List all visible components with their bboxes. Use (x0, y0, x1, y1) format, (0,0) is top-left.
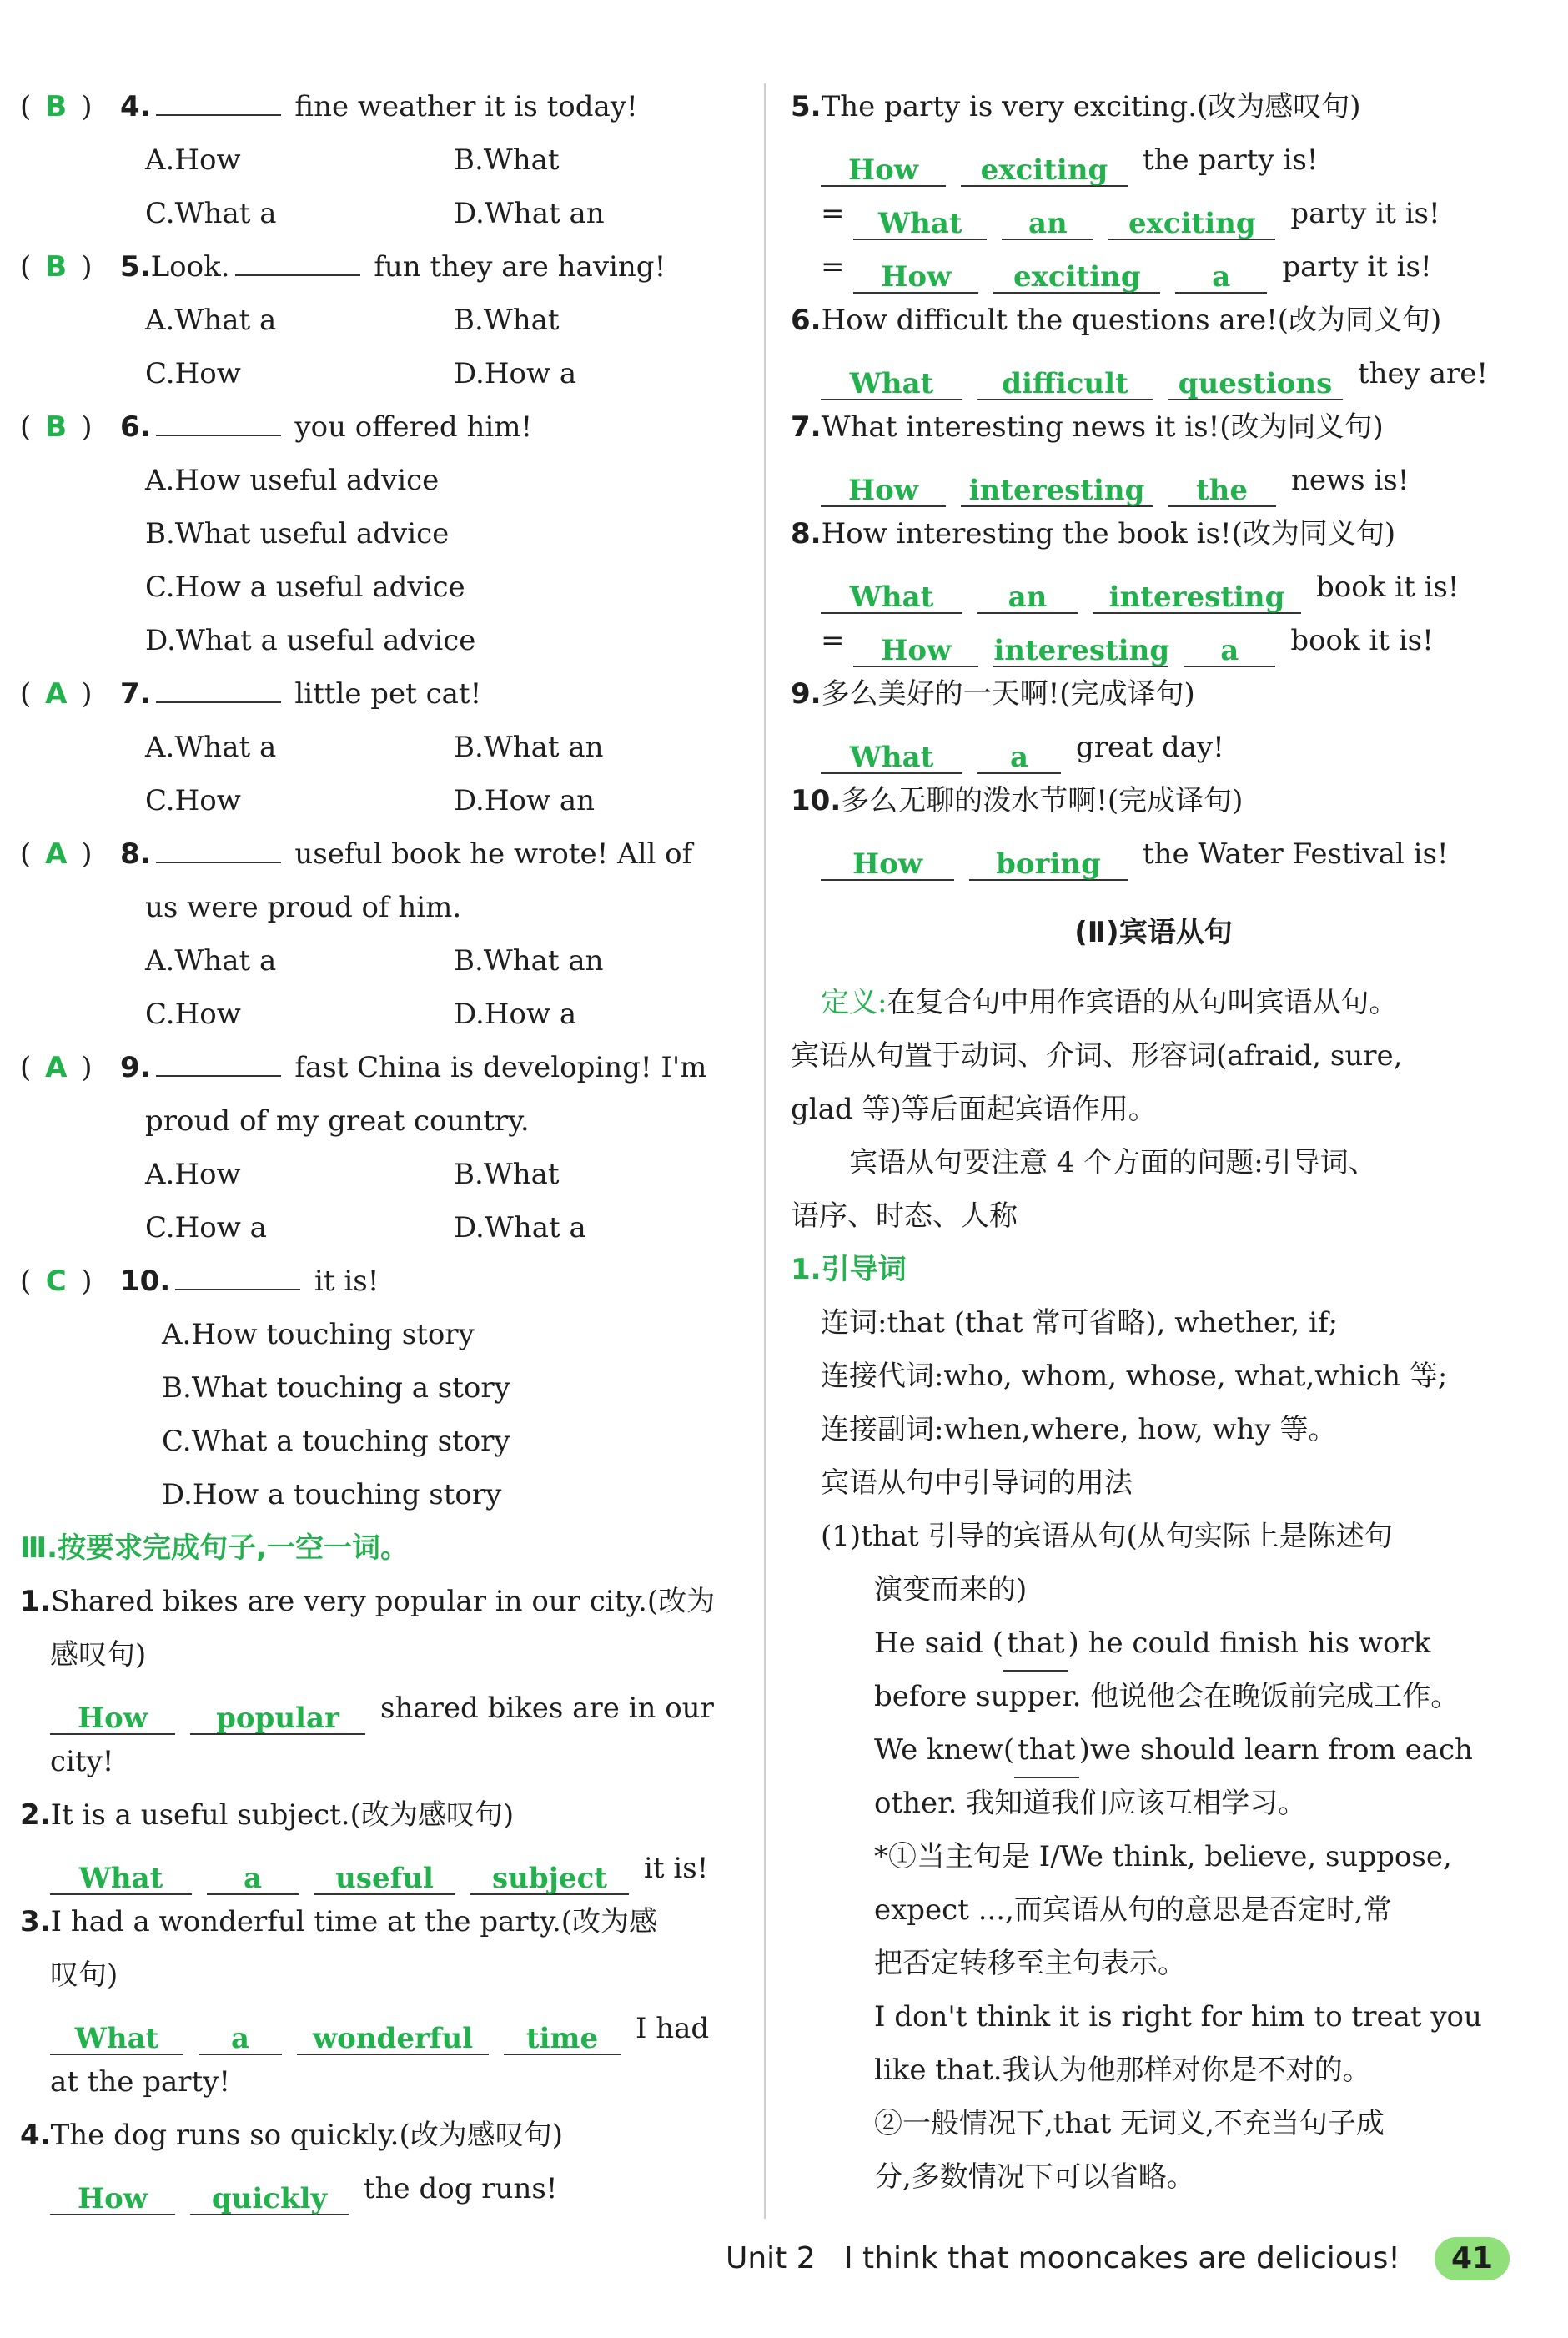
question-text: fast China is developing! I'm (294, 1051, 707, 1084)
answer-line (791, 347, 1516, 400)
options-row (20, 1201, 737, 1254)
definition-text: glad 等)等后面起宾语作用。 (791, 1093, 1157, 1126)
fill-question-3 (20, 1895, 737, 1948)
question-text: What interesting news it is!(改为同义句) (821, 410, 1384, 444)
filled-answer: a (207, 1855, 299, 1895)
note-text: 宾语从句要注意 4 个方面的问题:引导词、 (849, 1146, 1377, 1179)
question-number: 10. (791, 784, 842, 817)
note-text: 语序、时态、人称 (791, 1199, 1018, 1233)
options-row (20, 347, 737, 400)
options-row (20, 294, 737, 347)
question-number: 6. (120, 410, 151, 444)
mc-question-5: ( B ) 5.Look. fun they are having! (20, 240, 737, 294)
equals-sign: = (821, 197, 845, 230)
question-number: 7. (120, 677, 151, 711)
filled-answer: the (1168, 467, 1276, 507)
fill-question-7 (791, 400, 1516, 454)
option: B.What (454, 1158, 560, 1191)
fill-question-1 (20, 1575, 737, 1628)
option: A.What a (145, 731, 277, 764)
mc-question-4: ( B ) 4. fine weather it is today! (20, 80, 737, 133)
note-text: 分,多数情况下可以省略。 (874, 2160, 1195, 2194)
option: C.How (145, 998, 241, 1031)
option: B.What touching a story (162, 1371, 510, 1405)
question-number: 9. (791, 677, 822, 711)
question-text: 多么无聊的泼水节啊!(完成译句) (841, 784, 1244, 817)
filled-answer: a (199, 2015, 282, 2055)
fill-question-6 (791, 294, 1516, 347)
answer-line (20, 1682, 737, 1735)
fill-question-9 (791, 667, 1516, 721)
sentence-tail: they are! (1358, 357, 1489, 390)
question-text: fine weather it is today! (294, 90, 638, 123)
question-text: How interesting the book is!(改为同义句) (821, 517, 1396, 551)
filled-answer: wonderful (297, 2015, 489, 2055)
filled-answer: How (853, 254, 978, 294)
answer-letter: B (45, 410, 68, 444)
example-text: He said ( (874, 1627, 1004, 1660)
mc-question-10: ( C ) 10. it is! (20, 1254, 737, 1308)
filled-answer: How (821, 841, 954, 881)
filled-answer: How (821, 147, 946, 187)
question-number: 8. (791, 517, 822, 551)
answer-line (791, 454, 1516, 507)
answer-line (791, 133, 1516, 187)
filled-answer: a (977, 734, 1061, 774)
sentence-tail: party it is! (1290, 197, 1440, 230)
fill-question-2 (20, 1788, 737, 1842)
question-text-continued: 叹句) (50, 1958, 118, 1992)
section-title: Ⅲ.按要求完成句子,一空一词。 (20, 1531, 409, 1565)
filled-answer: What (821, 360, 962, 400)
conjunction-line: 连接副词:when,where, how, why 等。 (821, 1413, 1337, 1446)
filled-answer: exciting (961, 147, 1128, 187)
option: B.What an (454, 944, 604, 978)
options-row (20, 721, 737, 774)
mc-question-8: ( A ) 8. useful book he wrote! All of (20, 827, 737, 881)
example-text: ) he could finish his work (1068, 1627, 1431, 1660)
filled-answer: difficult (977, 360, 1153, 400)
answer-line (791, 614, 1516, 667)
question-number: 4. (120, 90, 151, 123)
filled-answer: What (853, 200, 987, 240)
question-number: 1. (20, 1585, 51, 1618)
mc-question-6: ( B ) 6. you offered him! (20, 400, 737, 454)
answer-blank (156, 81, 281, 116)
page-footer (726, 2232, 1510, 2285)
question-number: 5. (120, 250, 151, 284)
filled-answer: exciting (993, 254, 1160, 294)
options-row (20, 988, 737, 1041)
filled-answer: quickly (190, 2175, 349, 2215)
option: D.How an (454, 784, 596, 817)
usage-heading: 宾语从句中引导词的用法 (821, 1466, 1133, 1500)
option: D.How a touching story (162, 1478, 502, 1511)
filled-answer: What (821, 734, 962, 774)
answer-line (791, 240, 1516, 294)
question-text-continued: proud of my great country. (145, 1104, 530, 1138)
question-number: 4. (20, 2119, 51, 2152)
right-column (791, 80, 1516, 2204)
answer-line (20, 2162, 737, 2215)
question-text: it is! (314, 1265, 379, 1298)
option: A.How (145, 143, 241, 177)
filled-answer: interesting (961, 467, 1153, 507)
question-text-continued: us were proud of him. (145, 891, 462, 924)
option: A.How (145, 1158, 241, 1191)
option: C.How a useful advice (145, 571, 465, 604)
usage-point: (1)that 引导的宾语从句(从句实际上是陈述句 (821, 1520, 1393, 1553)
example-text: We knew( (874, 1733, 1015, 1767)
example-text: )we should learn from each (1078, 1733, 1473, 1767)
sentence-tail: the Water Festival is! (1143, 837, 1449, 871)
options-row (20, 1148, 737, 1201)
sentence-tail: book it is! (1316, 571, 1460, 604)
filled-answer: How (50, 2175, 175, 2215)
equals-sign: = (821, 250, 845, 284)
conjunction-line: 连词:that (that 常可省略), whether, if; (821, 1306, 1339, 1340)
options-row (20, 934, 737, 988)
answer-letter: A (45, 1051, 68, 1084)
filled-answer: boring (969, 841, 1128, 881)
option: A.What a (145, 304, 277, 337)
answer-letter: C (45, 1265, 67, 1298)
example-word: that (1003, 1616, 1068, 1672)
filled-answer: How (853, 627, 978, 667)
options-row (20, 774, 737, 827)
option: B.What (454, 143, 560, 177)
question-text: The party is very exciting.(改为感叹句) (821, 90, 1361, 123)
question-text: fun they are having! (374, 250, 666, 284)
filled-answer: time (504, 2015, 621, 2055)
question-number: 5. (791, 90, 822, 123)
filled-answer: a (1184, 627, 1275, 667)
option: A.What a (145, 944, 277, 978)
option: D.What an (454, 197, 605, 230)
filled-answer: What (50, 2015, 183, 2055)
options-row (20, 187, 737, 240)
answer-line (791, 187, 1516, 240)
answer-letter: A (45, 677, 68, 711)
answer-letter: B (45, 90, 68, 123)
filled-answer: subject (470, 1855, 629, 1895)
filled-answer: a (1175, 254, 1267, 294)
sentence-tail: the dog runs! (364, 2172, 558, 2205)
sentence-tail: city! (50, 1745, 114, 1778)
question-text: 多么美好的一天啊!(完成译句) (821, 677, 1195, 711)
answer-letter: A (45, 837, 68, 871)
usage-point: 演变而来的) (874, 1573, 1028, 1606)
filled-answer: What (821, 574, 962, 614)
question-text: How difficult the questions are!(改为同义句) (821, 304, 1442, 337)
section-title: (Ⅱ)宾语从句 (1074, 916, 1233, 949)
filled-answer: interesting (993, 627, 1168, 667)
sentence-tail: at the party! (50, 2065, 231, 2099)
option: C.How (145, 357, 241, 390)
question-number: 7. (791, 410, 822, 444)
example-word: that (1014, 1723, 1079, 1778)
option: B.What useful advice (145, 517, 450, 551)
question-number: 6. (791, 304, 822, 337)
option: D.What a useful advice (145, 624, 476, 657)
definition-label: 定义: (821, 986, 887, 1019)
options-row (20, 133, 737, 187)
sentence-tail: great day! (1076, 731, 1224, 764)
option: D.How a (454, 357, 577, 390)
fill-question-8 (791, 507, 1516, 561)
filled-answer: popular (190, 1695, 365, 1735)
definition-text: 宾语从句置于动词、介词、形容词(afraid, sure, (791, 1039, 1403, 1073)
option: C.What a (145, 197, 277, 230)
note-text: 把否定转移至主句表示。 (874, 1947, 1186, 1980)
filled-answer: exciting (1108, 200, 1275, 240)
sentence-tail: party it is! (1282, 250, 1432, 284)
fill-question-10 (791, 774, 1516, 827)
question-text: useful book he wrote! All of (294, 837, 693, 871)
answer-blank (156, 1042, 281, 1077)
answer-line (20, 2002, 737, 2055)
note-text: ②一般情况下,that 无词义,不充当句子成 (874, 2107, 1385, 2140)
unit-title: I think that mooncakes are delicious! (843, 2241, 1400, 2275)
answer-blank (235, 241, 360, 276)
unit-label: Unit 2 (726, 2241, 816, 2275)
sentence-tail: it is! (644, 1852, 709, 1885)
question-number: 3. (20, 1905, 51, 1938)
conjunction-line: 连接代词:who, whom, whose, what,which 等; (821, 1360, 1448, 1393)
example-text: before supper. 他说他会在晚饭前完成工作。 (874, 1680, 1460, 1713)
question-text: I had a wonderful time at the party.(改为感 (50, 1905, 658, 1938)
example-line (791, 1723, 1516, 1777)
definition-line (791, 976, 1516, 1029)
option: B.What an (454, 731, 604, 764)
question-number: 9. (120, 1051, 151, 1084)
sentence-tail: news is! (1291, 464, 1410, 497)
answer-blank (156, 668, 281, 703)
filled-answer: an (977, 574, 1078, 614)
option: B.What (454, 304, 560, 337)
note-text: expect ...,而宾语从句的意思是否定时,常 (874, 1893, 1392, 1927)
answer-letter: B (45, 250, 68, 284)
sentence-tail: the party is! (1143, 143, 1319, 177)
answer-line (20, 1842, 737, 1895)
answer-line (791, 827, 1516, 881)
question-text: The dog runs so quickly.(改为感叹句) (50, 2119, 564, 2152)
option: C.How (145, 784, 241, 817)
filled-answer: questions (1168, 360, 1343, 400)
answer-line (791, 561, 1516, 614)
mc-question-7: ( A ) 7. little pet cat! (20, 667, 737, 721)
example-text: I don't think it is right for him to treat you (874, 2000, 1482, 2034)
filled-answer: What (50, 1855, 192, 1895)
page-number: 41 (1435, 2237, 1510, 2280)
example-text: other. 我知道我们应该互相学习。 (874, 1787, 1307, 1820)
definition-text: 在复合句中用作宾语的从句叫宾语从句。 (887, 986, 1398, 1019)
answer-line (791, 721, 1516, 774)
column-divider (764, 83, 766, 2219)
option: C.What a touching story (162, 1425, 510, 1458)
option: A.How useful advice (145, 464, 440, 497)
sentence-tail: book it is! (1290, 624, 1434, 657)
example-text: like that.我认为他那样对你是不对的。 (874, 2054, 1371, 2087)
example-line (791, 1616, 1516, 1670)
sentence-tail: I had (636, 2012, 710, 2045)
option: C.How a (145, 1211, 267, 1244)
filled-answer: useful (314, 1855, 455, 1895)
question-number: 10. (120, 1265, 171, 1298)
fill-question-4 (20, 2109, 737, 2162)
question-number: 8. (120, 837, 151, 871)
left-column (20, 80, 737, 2215)
question-text-continued: 感叹句) (50, 1638, 147, 1672)
answer-blank (156, 401, 281, 436)
mc-question-9: ( A ) 9. fast China is developing! I'm (20, 1041, 737, 1094)
sentence-tail: shared bikes are in our (380, 1692, 714, 1725)
filled-answer: How (50, 1695, 175, 1735)
option: A.How touching story (162, 1318, 475, 1351)
question-text: little pet cat! (294, 677, 482, 711)
filled-answer: interesting (1093, 574, 1301, 614)
question-text: Shared bikes are very popular in our city.(改为 (50, 1585, 716, 1618)
equals-sign: = (821, 624, 845, 657)
question-text: Look. (150, 250, 230, 284)
filled-answer: an (1002, 200, 1093, 240)
question-number: 2. (20, 1798, 51, 1832)
filled-answer: How (821, 467, 946, 507)
answer-blank (175, 1255, 300, 1290)
answer-blank (156, 828, 281, 863)
note-text: *①当主句是 I/We think, believe, suppose, (874, 1840, 1452, 1873)
fill-question-5 (791, 80, 1516, 133)
question-text: you offered him! (294, 410, 533, 444)
question-text: It is a useful subject.(改为感叹句) (50, 1798, 515, 1832)
option: D.What a (454, 1211, 586, 1244)
subsection-title: 1.引导词 (791, 1253, 907, 1286)
option: D.How a (454, 998, 577, 1031)
